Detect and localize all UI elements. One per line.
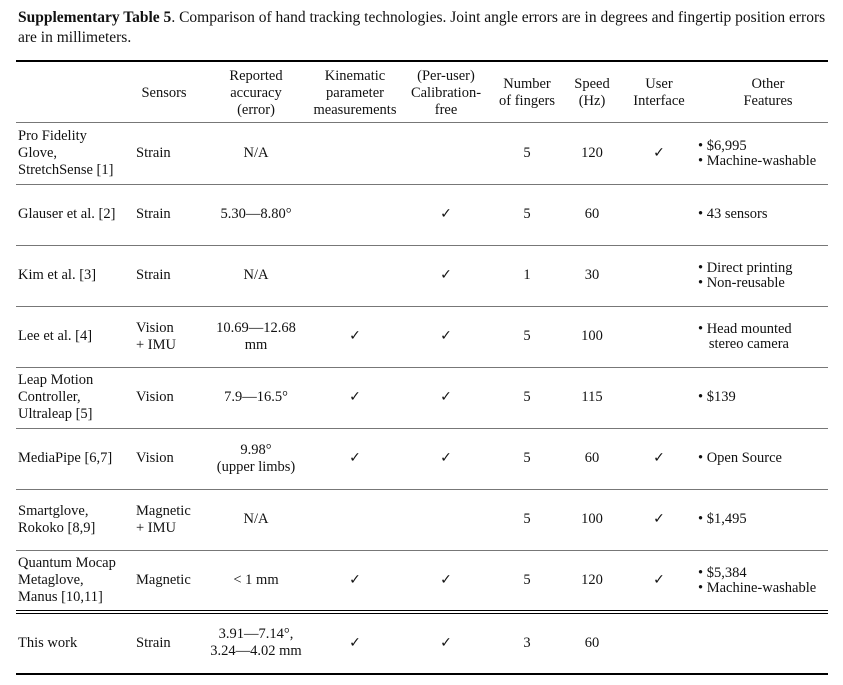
cell-speed: 100 xyxy=(581,511,603,527)
cell-sensors xyxy=(136,245,206,306)
cell-line: 3.91—7.14°, xyxy=(218,626,294,642)
cell-ui xyxy=(624,306,694,367)
cell-line: accuracy xyxy=(230,84,282,101)
cell-line: Reported xyxy=(229,67,283,84)
bottom-rule xyxy=(16,673,828,675)
cell-line: Vision xyxy=(136,319,174,336)
cell-ui xyxy=(624,184,694,245)
cell-calibration xyxy=(402,184,490,245)
cell-line: Kim et al. [3] xyxy=(18,267,97,283)
cell-fingers: 5 xyxy=(523,206,531,222)
cell-line: • Direct printing xyxy=(698,259,793,276)
cell-ui xyxy=(624,614,694,672)
cell-name xyxy=(18,123,136,184)
cell-accuracy xyxy=(200,428,312,489)
header-ui xyxy=(624,66,694,120)
cell-line: MediaPipe [6,7] xyxy=(18,450,113,466)
cell-speed: 120 xyxy=(581,572,603,588)
cell-calibration xyxy=(402,489,490,550)
check-icon: ✓ xyxy=(349,634,361,651)
cell-fingers: 5 xyxy=(523,511,531,527)
cell-line: Strain xyxy=(136,206,171,222)
cell-line: (Hz) xyxy=(578,93,606,109)
cell-speed: 30 xyxy=(584,267,600,283)
header-accuracy xyxy=(200,66,312,120)
check-icon: ✓ xyxy=(653,145,665,161)
check-icon: ✓ xyxy=(440,634,452,651)
cell-sensors xyxy=(136,428,206,489)
cell-kinematic xyxy=(310,428,400,489)
cell-speed: 60 xyxy=(584,450,600,466)
cell-accuracy xyxy=(200,184,312,245)
cell-line: Vision xyxy=(136,389,174,405)
double-rule-top xyxy=(16,610,828,611)
cell-features xyxy=(698,245,828,306)
cell-features xyxy=(698,489,828,550)
cell-name xyxy=(18,245,136,306)
cell-calibration xyxy=(402,306,490,367)
cell-line: 10.69—12.68 xyxy=(216,319,296,336)
header-calibration xyxy=(402,66,490,120)
cell-line: + IMU xyxy=(136,336,176,353)
cell-line: Speed xyxy=(574,76,610,92)
cell-calibration xyxy=(402,614,490,672)
cell-calibration xyxy=(402,550,490,611)
cell-line: • Non-reusable xyxy=(698,274,785,291)
cell-accuracy xyxy=(200,550,312,611)
cell-line: Manus [10,11] xyxy=(18,589,103,605)
check-icon: ✓ xyxy=(440,328,452,344)
cell-features xyxy=(698,184,828,245)
check-icon: ✓ xyxy=(349,389,361,405)
cell-speed: 115 xyxy=(581,389,603,405)
cell-line: Lee et al. [4] xyxy=(18,328,93,344)
cell-kinematic xyxy=(310,306,400,367)
caption-text: . Comparison of hand tracking technologies. Joint angle errors are in degrees and fingertip position errors are in millimeters. xyxy=(18,9,826,46)
cell-features xyxy=(698,428,828,489)
check-icon: ✓ xyxy=(440,206,452,222)
header-fingers xyxy=(492,66,562,120)
cell-features xyxy=(698,550,828,611)
cell-fingers: 5 xyxy=(523,389,531,405)
check-icon: ✓ xyxy=(440,572,452,588)
cell-line: N/A xyxy=(243,267,269,283)
check-icon: ✓ xyxy=(349,450,361,466)
cell-accuracy xyxy=(200,245,312,306)
cell-line: • Head mounted xyxy=(698,320,792,337)
cell-name xyxy=(18,306,136,367)
cell-line: parameter xyxy=(326,84,384,101)
cell-fingers: 3 xyxy=(523,634,531,651)
check-icon: ✓ xyxy=(440,267,452,283)
cell-fingers: 5 xyxy=(523,572,531,588)
cell-kinematic xyxy=(310,184,400,245)
cell-line: free xyxy=(434,101,458,118)
cell-line: (error) xyxy=(237,101,275,118)
cell-calibration xyxy=(402,367,490,428)
cell-name xyxy=(18,550,136,611)
cell-line: • $5,384 xyxy=(698,564,747,581)
cell-kinematic xyxy=(310,489,400,550)
cell-line: Glauser et al. [2] xyxy=(18,206,116,222)
cell-speed: 60 xyxy=(584,206,600,222)
cell-calibration xyxy=(402,245,490,306)
cell-line: Leap Motion xyxy=(18,372,94,388)
check-icon: ✓ xyxy=(653,450,665,466)
check-icon: ✓ xyxy=(653,572,665,588)
cell-kinematic xyxy=(310,123,400,184)
cell-features xyxy=(698,123,828,184)
cell-features xyxy=(698,367,828,428)
cell-accuracy xyxy=(200,123,312,184)
cell-line: Metaglove, xyxy=(18,572,84,588)
cell-line: mm xyxy=(244,336,268,353)
header-speed xyxy=(562,66,622,120)
cell-line: Number xyxy=(503,76,551,92)
cell-fingers: 5 xyxy=(523,145,531,161)
cell-line: < 1 mm xyxy=(233,572,279,588)
cell-line: measurements xyxy=(313,101,397,118)
cell-features xyxy=(698,614,828,672)
cell-line: Strain xyxy=(136,267,171,283)
cell-sensors xyxy=(136,550,206,611)
check-icon: ✓ xyxy=(349,328,361,344)
cell-line: Strain xyxy=(136,145,171,161)
check-icon: ✓ xyxy=(349,572,361,588)
cell-sensors xyxy=(136,367,206,428)
cell-line: Other xyxy=(751,76,785,92)
cell-line: StretchSense [1] xyxy=(18,162,114,178)
cell-name xyxy=(18,428,136,489)
cell-kinematic xyxy=(310,614,400,672)
cell-line: Kinematic xyxy=(324,67,386,84)
cell-speed: 100 xyxy=(581,328,603,344)
cell-sensors xyxy=(136,489,206,550)
cell-ui xyxy=(624,550,694,611)
cell-ui xyxy=(624,245,694,306)
check-icon: ✓ xyxy=(653,511,665,527)
cell-ui xyxy=(624,489,694,550)
cell-name xyxy=(18,614,136,672)
cell-speed: 60 xyxy=(584,634,600,651)
cell-line: • 43 sensors xyxy=(698,206,768,222)
cell-line: N/A xyxy=(243,511,269,527)
double-rule-bottom xyxy=(16,613,828,614)
cell-line: User xyxy=(645,76,673,92)
cell-calibration xyxy=(402,428,490,489)
cell-fingers: 5 xyxy=(523,450,531,466)
cell-line: Glove, xyxy=(18,145,58,161)
cell-line: N/A xyxy=(243,145,269,161)
cell-ui xyxy=(624,123,694,184)
cell-ui xyxy=(624,367,694,428)
cell-ui xyxy=(624,428,694,489)
cell-line: • $1,495 xyxy=(698,511,747,527)
cell-line: 9.98° xyxy=(240,441,272,458)
cell-line: Controller, xyxy=(18,389,81,405)
cell-line: • Machine-washable xyxy=(698,152,817,169)
header-kinematic xyxy=(310,66,400,120)
cell-line: Features xyxy=(743,93,793,109)
cell-line: Ultraleap [5] xyxy=(18,406,93,422)
cell-line: • $139 xyxy=(698,389,736,405)
table-label: Supplementary Table 5 xyxy=(18,9,172,26)
cell-kinematic xyxy=(310,245,400,306)
cell-line: • Machine-washable xyxy=(698,579,817,596)
cell-sensors xyxy=(136,123,206,184)
cell-line: Interface xyxy=(633,93,685,109)
cell-accuracy xyxy=(200,367,312,428)
cell-line: • Open Source xyxy=(698,450,782,466)
cell-line: Strain xyxy=(136,634,171,651)
cell-line: Pro Fidelity xyxy=(18,128,87,144)
cell-features xyxy=(698,306,828,367)
cell-line: (upper limbs) xyxy=(216,458,296,475)
cell-line: Magnetic xyxy=(136,572,191,588)
cell-line: Magnetic xyxy=(136,502,191,519)
cell-line: 5.30—8.80° xyxy=(220,206,292,222)
cell-fingers: 1 xyxy=(523,267,531,283)
cell-kinematic xyxy=(310,367,400,428)
cell-accuracy xyxy=(200,614,312,672)
cell-line: Rokoko [8,9] xyxy=(18,519,96,536)
cell-fingers: 5 xyxy=(523,328,531,344)
check-icon: ✓ xyxy=(440,389,452,405)
top-rule xyxy=(16,60,828,62)
cell-accuracy xyxy=(200,306,312,367)
cell-line: Quantum Mocap xyxy=(18,555,116,571)
table-caption xyxy=(18,8,830,48)
cell-line: stereo camera xyxy=(698,335,789,352)
cell-sensors xyxy=(136,614,206,672)
cell-line: Vision xyxy=(136,450,174,466)
header-features xyxy=(718,66,818,120)
cell-line: Calibration- xyxy=(410,84,482,101)
cell-line: 7.9—16.5° xyxy=(224,389,288,405)
cell-line: This work xyxy=(18,634,78,651)
cell-sensors xyxy=(136,306,206,367)
cell-kinematic xyxy=(310,550,400,611)
cell-speed: 120 xyxy=(581,145,603,161)
cell-line: of fingers xyxy=(499,93,555,109)
cell-sensors xyxy=(136,184,206,245)
cell-name xyxy=(18,184,136,245)
cell-name xyxy=(18,489,136,550)
cell-line: • $6,995 xyxy=(698,137,747,154)
cell-accuracy xyxy=(200,489,312,550)
cell-line: 3.24—4.02 mm xyxy=(210,643,302,659)
cell-calibration xyxy=(402,123,490,184)
cell-line: (Per-user) xyxy=(417,67,475,84)
cell-name xyxy=(18,367,136,428)
cell-line: + IMU xyxy=(136,519,176,536)
check-icon: ✓ xyxy=(440,450,452,466)
header-sensors: Sensors xyxy=(141,84,187,101)
cell-line: Smartglove, xyxy=(18,502,89,519)
